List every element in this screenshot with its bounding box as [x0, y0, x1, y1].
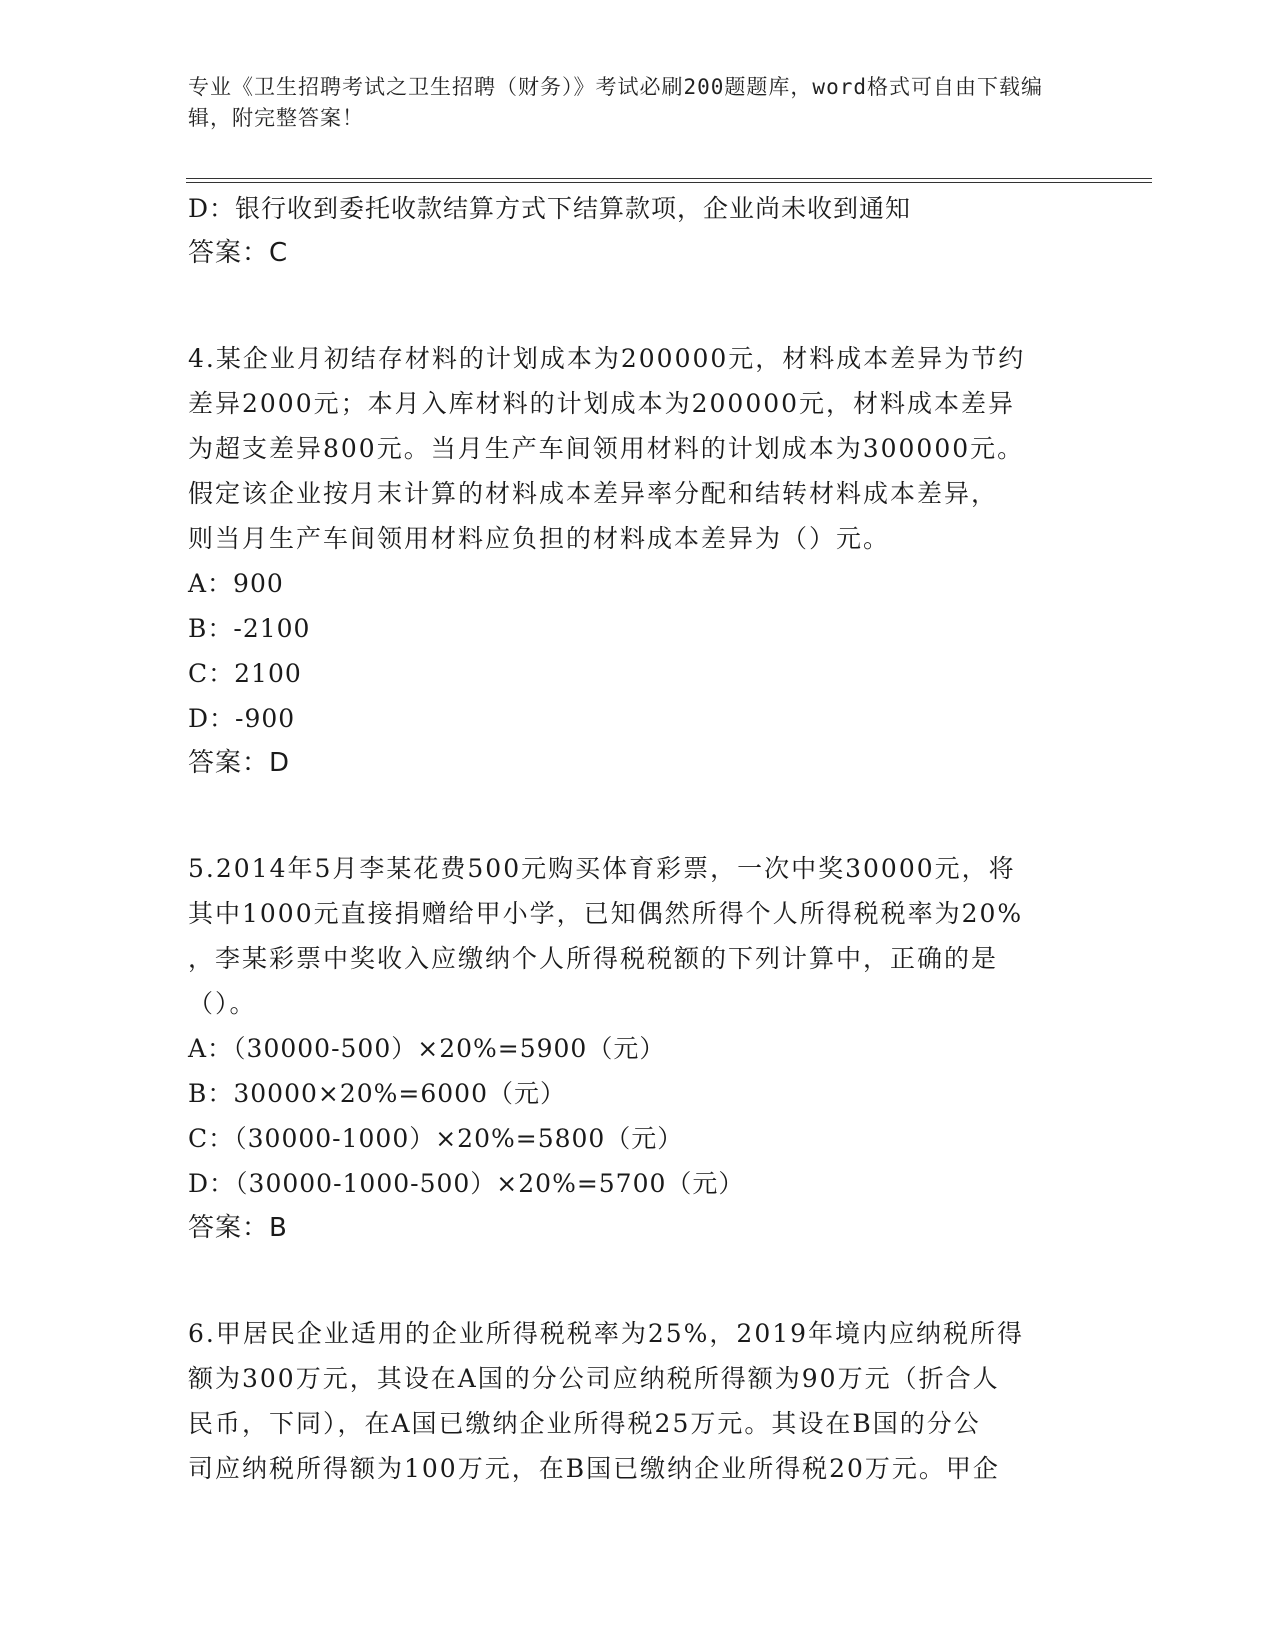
question-text-line: 5.2014年5月李某花费500元购买体育彩票，一次中奖30000元，将: [188, 854, 1016, 883]
option-c: C：2100: [188, 659, 302, 688]
option-b: B：30000×20%=6000（元）: [188, 1079, 566, 1108]
question-text-line: 假定该企业按月末计算的材料成本差异率分配和结转材料成本差异，: [188, 479, 999, 508]
question-5: [188, 846, 1078, 1251]
question-text-line: 6.甲居民企业适用的企业所得税税率为25%，2019年境内应纳税所得: [188, 1319, 1025, 1348]
answer: 答案：B: [188, 1213, 288, 1243]
question-text-line: 则当月生产车间领用材料应负担的材料成本差异为（）元。: [188, 524, 891, 553]
question-text-line: 差异2000元；本月入库材料的计划成本为200000元，材料成本差异: [188, 389, 1016, 418]
question-6: [188, 1311, 1078, 1491]
document-title: 专业《卫生招聘考试之卫生招聘（财务）》考试必刷200题题库，word格式可自由下载编辑，附完整答案！: [188, 75, 1043, 130]
document-body: [188, 186, 1078, 1491]
answer: 答案：C: [188, 238, 289, 268]
option-d: D：银行收到委托收款结算方式下结算款项，企业尚未收到通知: [188, 194, 912, 223]
header-divider-bottom: [186, 182, 1152, 183]
question-text-line: 民币，下同），在A国已缴纳企业所得税25万元。其设在B国的分公: [188, 1409, 981, 1438]
question-text-line: ，李某彩票中奖收入应缴纳个人所得税税额的下列计算中，正确的是: [188, 944, 999, 973]
question-text-line: （）。: [188, 989, 257, 1018]
question-text-line: 额为300万元，其设在A国的分公司应纳税所得额为90万元（折合人: [188, 1364, 1000, 1393]
answer: 答案：D: [188, 748, 291, 778]
option-a: A：（30000-500）×20%=5900（元）: [188, 1034, 666, 1063]
option-d: D：（30000-1000-500）×20%=5700（元）: [188, 1169, 745, 1198]
question-text-line: 其中1000元直接捐赠给甲小学，已知偶然所得个人所得税税率为20%: [188, 899, 1024, 928]
question-4: [188, 336, 1078, 786]
document-header: [188, 72, 1068, 134]
question-text-line: 4.某企业月初结存材料的计划成本为200000元，材料成本差异为节约: [188, 344, 1026, 373]
option-a: A：900: [188, 569, 284, 598]
question-text-line: 为超支差异800元。当月生产车间领用材料的计划成本为300000元。: [188, 434, 1025, 463]
option-b: B：-2100: [188, 614, 311, 643]
question-text-line: 司应纳税所得额为100万元，在B国已缴纳企业所得税20万元。甲企: [188, 1454, 1000, 1483]
option-c: C：（30000-1000）×20%=5800（元）: [188, 1124, 684, 1153]
header-divider-top: [186, 178, 1152, 179]
option-d: D：-900: [188, 704, 296, 733]
